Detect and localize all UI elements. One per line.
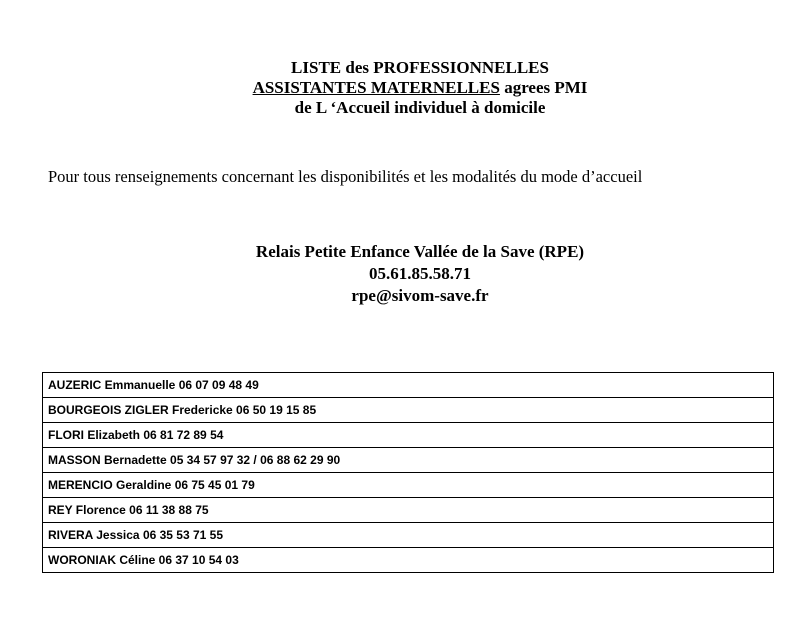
title-underlined-text: ASSISTANTES MATERNELLES <box>252 78 500 97</box>
assistant-entry: AUZERIC Emmanuelle 06 07 09 48 49 <box>43 373 774 398</box>
assistant-entry: BOURGEOIS ZIGLER Fredericke 06 50 19 15 85 <box>43 398 774 423</box>
table-row <box>43 473 774 498</box>
title-line-2 <box>0 78 792 98</box>
table-row <box>43 523 774 548</box>
assistant-entry: FLORI Elizabeth 06 81 72 89 54 <box>43 423 774 448</box>
table-row <box>43 448 774 473</box>
assistant-entry: MERENCIO Geraldine 06 75 45 01 79 <box>43 473 774 498</box>
contact-name: Relais Petite Enfance Vallée de la Save (RPE) <box>255 242 585 261</box>
title-line-3: de L ‘Accueil individuel à domicile <box>294 98 546 117</box>
title-line-2-rest: agrees PMI <box>499 78 588 97</box>
assistant-entry: MASSON Bernadette 05 34 57 97 32 / 06 88 62 29 90 <box>43 448 774 473</box>
assistant-entry: RIVERA Jessica 06 35 53 71 55 <box>43 523 774 548</box>
contact-block <box>0 241 792 307</box>
table-row <box>43 423 774 448</box>
assistant-entry: WORONIAK Céline 06 37 10 54 03 <box>43 548 774 573</box>
contact-phone: 05.61.85.58.71 <box>369 264 471 283</box>
title-line-1: LISTE des PROFESSIONNELLES <box>291 58 549 77</box>
assistants-table <box>42 372 774 573</box>
table-row <box>43 373 774 398</box>
table-row <box>43 398 774 423</box>
table-row <box>43 498 774 523</box>
document-title <box>0 58 792 118</box>
contact-email: rpe@sivom-save.fr <box>351 286 489 305</box>
assistant-entry: REY Florence 06 11 38 88 75 <box>43 498 774 523</box>
intro-paragraph: Pour tous renseignements concernant les disponibilités et les modalités du mode d’accueil <box>48 167 643 186</box>
table-row <box>43 548 774 573</box>
